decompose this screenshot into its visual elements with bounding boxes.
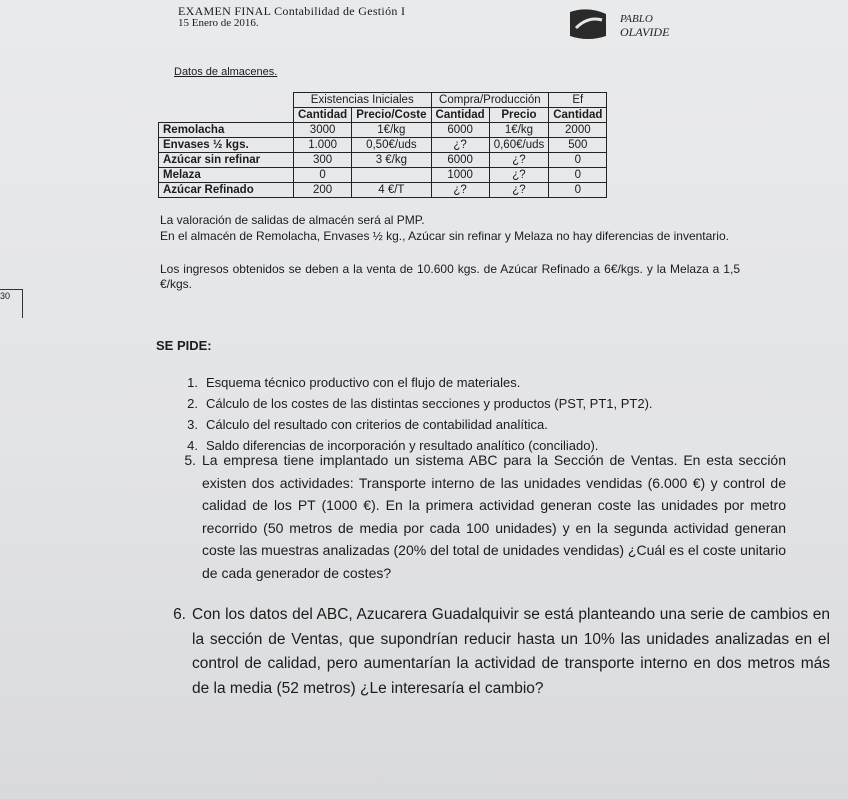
item-text: Con los datos del ABC, Azucarera Guadalquivir se está planteando una serie de cambios en la sección de Ventas, que supondrían reducir hasta un 10% las unidades analizadas en el control de calidad, pero aumentarían la actividad de transporte interno en dos metros más de la media (52 metros) ¿Le interesaría el cambio? — [192, 606, 830, 697]
subheader: Precio/Coste — [352, 108, 431, 123]
university-logo — [566, 6, 696, 42]
cell: 0 — [549, 183, 607, 198]
cell: ¿? — [489, 183, 549, 198]
subheader: Cantidad — [431, 108, 489, 123]
item-text: Esquema técnico productivo con el flujo de materiales. — [206, 375, 521, 390]
margin-mark: 30 — [0, 291, 11, 301]
row-label: Envases ½ kgs. — [159, 138, 294, 153]
list-item — [166, 603, 830, 701]
cell: ¿? — [431, 183, 489, 198]
cell: ¿? — [431, 138, 489, 153]
group-header-ef: Ef — [549, 93, 607, 108]
row-label: Remolacha — [159, 123, 294, 138]
cell: 1€/kg — [352, 123, 431, 138]
cell: 0 — [549, 168, 607, 183]
group-header-existencias: Existencias Iniciales — [294, 93, 432, 108]
cell: 2000 — [549, 123, 607, 138]
cell: 3000 — [294, 123, 352, 138]
se-pide-heading: SE PIDE: — [156, 338, 212, 353]
cell: 500 — [549, 138, 607, 153]
cell: 1000 — [431, 168, 489, 183]
item-text: Cálculo de los costes de las distintas secciones y productos (PST, PT1, PT2). — [206, 396, 653, 411]
cell: 1.000 — [294, 138, 352, 153]
exam-title: EXAMEN FINAL Contabilidad de Gestión I — [178, 4, 406, 18]
cell: 0 — [294, 168, 352, 183]
cell: 300 — [294, 153, 352, 168]
cell: 4 €/T — [352, 183, 431, 198]
item-text: Cálculo del resultado con criterios de contabilidad analítica. — [206, 417, 548, 432]
list-item — [176, 449, 786, 584]
note-inventario: En el almacén de Remolacha, Envases ½ kg., Azúcar sin refinar y Melaza no hay diferencias de inventario. — [160, 229, 729, 243]
section-title: Datos de almacenes. — [174, 66, 278, 78]
table-corner — [159, 93, 294, 108]
warehouse-table — [158, 92, 607, 198]
note-pmp: La valoración de salidas de almacén será al PMP. — [160, 213, 425, 227]
table-row — [159, 123, 607, 138]
note-ingresos: Los ingresos obtenidos se deben a la venta de 10.600 kgs. de Azúcar Refinado a 6€/kgs. y la Melaza a 1,5 €/kgs. — [160, 262, 740, 291]
row-label: Melaza — [159, 168, 294, 183]
cell — [352, 168, 431, 183]
cell: 3 €/kg — [352, 153, 431, 168]
table-row — [159, 153, 607, 168]
list-item — [178, 372, 778, 394]
cell: 0 — [549, 153, 607, 168]
item-number: 5. — [184, 452, 196, 468]
logo-line2: OLAVIDE — [620, 25, 670, 39]
cell: 6000 — [431, 123, 489, 138]
table-row — [159, 183, 607, 198]
row-label: Azúcar sin refinar — [159, 153, 294, 168]
subheader: Cantidad — [549, 108, 607, 123]
subheader: Precio — [489, 108, 549, 123]
item-text: La empresa tiene implantado un sistema ABC para la Sección de Ventas. En esta sección existen dos actividades: Transporte interno de las unidades vendidas (6.000 €) y control de calidad de los PT (1000 €). En la primera actividad generan coste las unidades por metro recorrido (50 metros de media por cada 100 unidades) y en la segunda actividad generan coste las muestras analizadas (20% del total de unidades vendidas) ¿Cuál es el coste unitario de cada generador de costes? — [202, 452, 786, 581]
list-item — [178, 393, 778, 415]
cell: 200 — [294, 183, 352, 198]
cell: 1€/kg — [489, 123, 549, 138]
cell: 0,60€/uds — [489, 138, 549, 153]
cell: 0,50€/uds — [352, 138, 431, 153]
list-item — [178, 414, 778, 436]
item-number: 1. — [187, 375, 198, 390]
item-number: 4. — [187, 438, 198, 453]
subheader: Cantidad — [294, 108, 352, 123]
table-row — [159, 168, 607, 183]
cell: ¿? — [489, 153, 549, 168]
item-number: 3. — [187, 417, 198, 432]
cell: ¿? — [489, 168, 549, 183]
cell: 6000 — [431, 153, 489, 168]
item-number: 2. — [187, 396, 198, 411]
group-header-compra: Compra/Producción — [431, 93, 549, 108]
logo-line1: PABLO — [620, 13, 653, 25]
item-number: 6. — [173, 606, 186, 623]
item-text: Saldo diferencias de incorporación y resultado analítico (conciliado). — [206, 438, 599, 453]
table-row — [159, 138, 607, 153]
exam-date: 15 Enero de 2016. — [178, 17, 259, 29]
row-label: Azúcar Refinado — [159, 183, 294, 198]
